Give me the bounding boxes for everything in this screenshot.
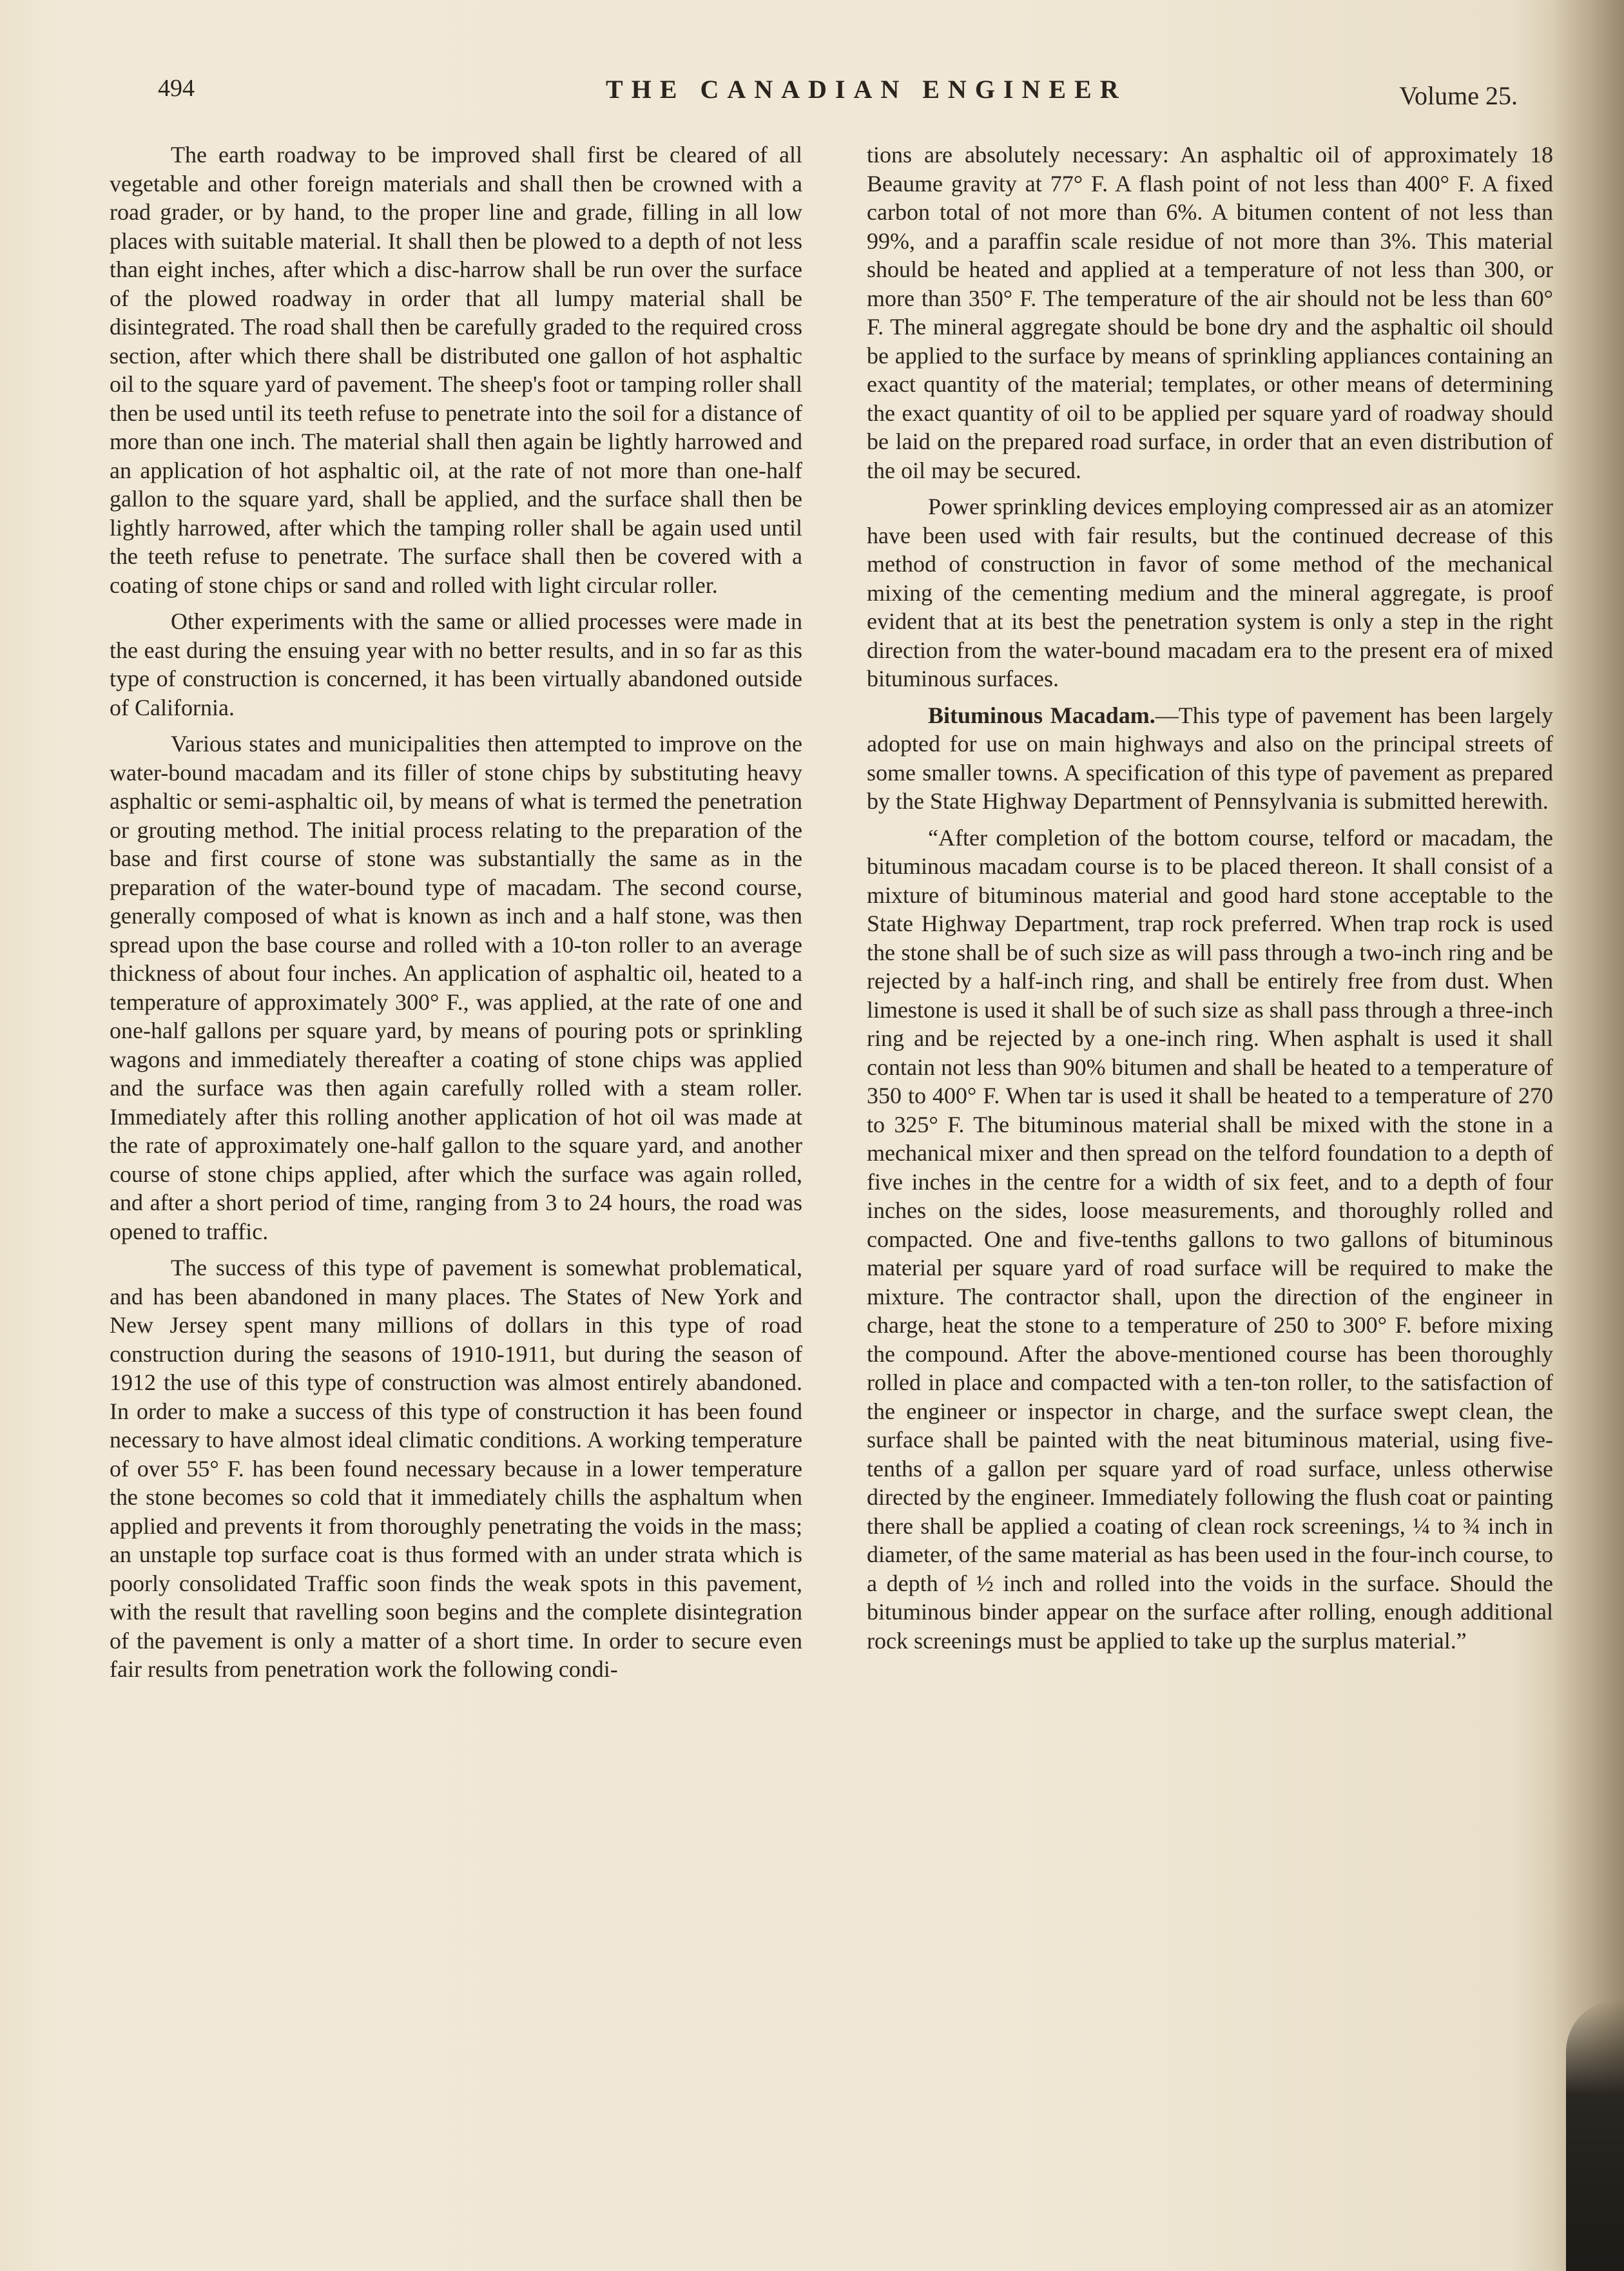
paragraph: Various states and municipalities then attempted to improve on the water-bound macadam and its filler of stone chips by substituting heavy asphaltic or semi-asphaltic oil, by means of what is termed the penetration or grouting method. The initial process relating to the preparation of the base and first course of stone was substantially the same as in the preparation of the water-bound type of macadam. The second course, generally composed of what is known as inch and a half stone, was then spread upon the base course and rolled with a 10-ton roller to an average thickness of about four inches. An application of asphaltic oil, heated to a temperature of approximately 300° F., was applied, at the rate of one and one-half gallons per square yard, by means of pouring pots or sprinkling wagons and immediately thereafter a coating of stone chips was applied and the surface was then again carefully rolled with a steam roller. Immediately after this rolling another application of hot oil was made at the rate of approximately one-half gallon to the square yard, and another course of stone chips applied, after which the surface was again rolled, and after a short period of time, ranging from 3 to 24 hours, the road was opened to traffic. xyxy=(110,731,802,1244)
right-column xyxy=(867,140,1553,1663)
scan-edge xyxy=(1566,2000,1624,2271)
volume-label: Volume 25. xyxy=(1399,81,1518,110)
binding-shadow xyxy=(1553,0,1624,2271)
left-column xyxy=(110,140,802,1692)
specification-quote: “After completion of the bottom course, telford or macadam, the bituminous macadam course is to be placed thereon. It shall consist of a mixture of bituminous material and good hard stone acceptable to the State Highway Department, trap rock preferred. When trap rock is used the stone shall be of such size as will pass through a two-inch ring and be rejected by a half-inch ring, and shall be entirely free from dust. When limestone is used it shall be of such size as shall pass through a three-inch ring and be rejected by a one-inch ring. When asphalt is used it shall contain not less than 90% bitumen and shall be heated to a temperature of 350 to 400° F. When tar is used it shall be heated to a temperature of 270 to 325° F. The bituminous material shall be mixed with the stone in a mechanical mixer and then spread on the telford foundation to a depth of five inches in the centre for a width of six feet, and to a depth of four inches on the sides, loose measurements, and thoroughly rolled and compacted. One and five-tenths gallons to two gallons of bituminous material per square yard of road surface will be required to make the mixture. The contractor shall, upon the direction of the engineer in charge, heat the stone to a temperature of 250 to 300° F. before mixing the compound. After the above-mentioned course has been thoroughly rolled in place and compacted with a ten-ton roller, to the satisfaction of the engineer or inspector in charge, and the surface swept clean, the surface shall be painted with the neat bituminous material, using five-tenths of a gallon per square yard of road surface, unless otherwise directed by the engineer. Immediately following the flush coat or painting there shall be applied a coating of clean rock screenings, ¼ to ¾ inch in diameter, of the same material as has been used in the four-inch course, to a depth of ½ inch and rolled into the voids in the surface. Should the bituminous binder appear on the surface after rolling, enough additional rock screenings must be applied to take up the surplus material.” xyxy=(867,824,1553,1654)
paragraph: The success of this type of pavement is somewhat problematical, and has been abandoned in many places. The States of New York and New Jersey spent many millions of dollars in this type of road construction during the seasons of 1910-1911, but during the season of 1912 the use of this type of construction was almost entirely abandoned. In order to make a success of this type of construction it has been found necessary to have almost ideal climatic conditions. A working temperature of over 55° F. has been found necessary because in a lower temperature the stone becomes so cold that it immediately chills the asphaltum when applied and prevents it from thoroughly penetrating the voids in the mass; an unstaple top surface coat is thus formed with an under strata which is poorly consolidated Traffic soon finds the weak spots in this pavement, with the result that ravelling soon begins and the complete disintegration of the pavement is only a matter of a short time. In order to secure even fair results from penetration work the following condi- xyxy=(110,1255,802,1682)
page-header xyxy=(158,74,1518,119)
paragraph: Power sprinkling devices employing compressed air as an atomizer have been used with fair results, but the continued decrease of this method of construction in favor of some method of the mechanical mixing of the cementing medium and the mineral aggregate, is proof evident that at its best the penetration system is only a step in the right direction from the water-bound macadam era to the present era of mixed bituminous surfaces. xyxy=(867,494,1553,691)
paragraph: tions are absolutely necessary: An asphaltic oil of approximately 18 Beaume gravity at 77° F. A flash point of not less than 400° F. A fixed carbon total of not more than 6%. A bitumen content of not less than 99%, and a paraffin scale residue of not more than 3%. This material should be heated and applied at a temperature of not less than 300, or more than 350° F. The temperature of the air should not be less than 60° F. The mineral aggregate should be bone dry and the asphaltic oil should be applied to the surface by means of sprinkling appliances containing an exact quantity of the material; templates, or other means of determining the exact quantity of oil to be applied per square yard of roadway should be laid on the prepared road surface, in order that an even distribution of the oil may be secured. xyxy=(867,142,1553,483)
paragraph: Other experiments with the same or allied processes were made in the east during the ensuing year with no better results, and in so far as this type of construction is concerned, it has been virtually abandoned outside of California. xyxy=(110,608,802,720)
section-body: —This type of pavement has been largely adopted for use on main highways and also on the principal streets of some smaller towns. A specification of this type of pavement as prepared by the State Highway Department of Pennsylvania is submitted herewith. xyxy=(867,702,1553,814)
section-heading: Bituminous Macadam. xyxy=(928,702,1155,728)
paragraph: The earth roadway to be improved shall first be cleared of all vegetable and other foreign materials and shall then be crowned with a road grader, or by hand, to the proper line and grade, filling in all low places with suitable material. It shall then be plowed to a depth of not less than eight inches, after which a disc-harrow shall be run over the surface of the plowed roadway in order that all lumpy material shall be disintegrated. The road shall then be carefully graded to the required cross section, after which there shall be distributed one gallon of hot asphaltic oil to the square yard of pavement. The sheep's foot or tamping roller shall then be used until its teeth refuse to penetrate into the soil for a distance of more than one inch. The material shall then again be lightly harrowed and an application of hot asphaltic oil, at the rate of not more than one-half gallon to the square yard, shall be applied, and the surface shall then be lightly harrowed, after which the tamping roller shall be again used until the teeth refuse to penetrate. The surface shall then be covered with a coating of stone chips or sand and rolled with light circular roller. xyxy=(110,142,802,598)
paragraph-bituminous-macadam xyxy=(867,701,1553,816)
journal-title: THE CANADIAN ENGINEER xyxy=(606,75,1127,104)
page-number: 494 xyxy=(158,75,195,102)
